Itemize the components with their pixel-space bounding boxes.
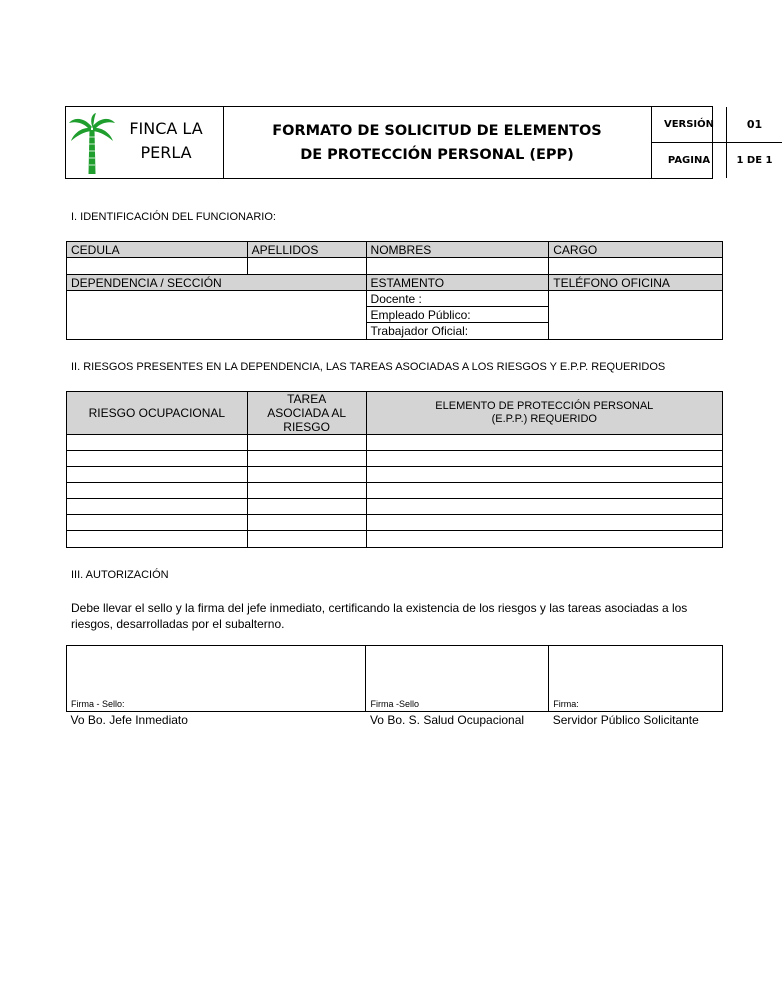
sig3-hint: Firma:: [553, 699, 579, 709]
signature-table: [66, 645, 723, 728]
cedula-field[interactable]: [67, 258, 248, 275]
tarea-cell[interactable]: [247, 435, 366, 451]
nombres-header: NOMBRES: [366, 242, 549, 258]
epp-cell[interactable]: [366, 531, 722, 548]
form-title: [223, 107, 652, 178]
table-row: [67, 499, 723, 515]
sig2-label: Vo Bo. S. Salud Ocupacional: [369, 712, 525, 727]
tarea-cell[interactable]: [247, 531, 366, 548]
table-row: [67, 467, 723, 483]
table-row: [67, 531, 723, 548]
table-row: [67, 435, 723, 451]
docente-option[interactable]: Docente :: [366, 291, 549, 307]
apellidos-header: APELLIDOS: [247, 242, 366, 258]
riesgo-cell[interactable]: [67, 467, 248, 483]
table-row: [67, 483, 723, 499]
sig3-label: Servidor Público Solicitante: [552, 712, 699, 727]
riesgo-header: RIESGO OCUPACIONAL: [67, 392, 248, 435]
version-label: VERSIÓN: [652, 107, 727, 143]
authorization-text: Debe llevar el sello y la firma del jefe inmediato, certificando la existencia de los riesgos y las tareas asociadas a los riesgos, desarrolladas por el subalterno.: [71, 601, 688, 631]
document-header: [65, 106, 773, 179]
riesgo-cell[interactable]: [67, 435, 248, 451]
epp-cell[interactable]: [366, 515, 722, 531]
page-value: 1 DE 1: [736, 155, 773, 166]
epp-cell[interactable]: [366, 451, 722, 467]
logo-cell: [66, 107, 224, 178]
dependencia-header: DEPENDENCIA / SECCIÓN: [67, 275, 367, 291]
employee-info-table: [66, 241, 723, 340]
epp-header: ELEMENTO DE PROTECCIÓN PERSONAL (E.P.P.) REQUERIDO: [366, 392, 722, 435]
signature-box-jefe[interactable]: [67, 646, 366, 712]
tarea-cell[interactable]: [247, 515, 366, 531]
tarea-cell[interactable]: [247, 451, 366, 467]
tarea-cell[interactable]: [247, 499, 366, 515]
riesgo-cell[interactable]: [67, 515, 248, 531]
signature-box-servidor[interactable]: [549, 646, 723, 712]
epp-cell[interactable]: [366, 467, 722, 483]
tarea-cell[interactable]: [247, 467, 366, 483]
dependencia-field[interactable]: [67, 291, 367, 340]
apellidos-field[interactable]: [247, 258, 366, 275]
cargo-header: CARGO: [549, 242, 723, 258]
sig1-label: Vo Bo. Jefe Inmediato: [70, 712, 188, 727]
signature-box-salud[interactable]: [366, 646, 549, 712]
table-row: [67, 515, 723, 531]
nombres-field[interactable]: [366, 258, 549, 275]
table-row: [67, 451, 723, 467]
estamento-header: ESTAMENTO: [366, 275, 549, 291]
riesgo-cell[interactable]: [67, 483, 248, 499]
cargo-field[interactable]: [549, 258, 723, 275]
section1-title: I. IDENTIFICACIÓN DEL FUNCIONARIO:: [71, 211, 276, 223]
version-value: 01: [727, 107, 782, 143]
telefono-field[interactable]: [549, 291, 723, 340]
epp-cell[interactable]: [366, 483, 722, 499]
epp-cell[interactable]: [366, 435, 722, 451]
riesgo-cell[interactable]: [67, 451, 248, 467]
sig1-hint: Firma - Sello:: [71, 699, 125, 709]
riesgo-cell[interactable]: [67, 531, 248, 548]
trabajador-option[interactable]: Trabajador Oficial:: [366, 323, 549, 340]
section2-title: II. RIESGOS PRESENTES EN LA DEPENDENCIA, LAS TAREAS ASOCIADAS A LOS RIESGOS Y E.P.P. REQUERIDOS: [71, 361, 666, 373]
palm-tree-icon: [68, 113, 116, 175]
riesgo-cell[interactable]: [67, 499, 248, 515]
empleado-option[interactable]: Empleado Público:: [366, 307, 549, 323]
telefono-header: TELÉFONO OFICINA: [549, 275, 723, 291]
tarea-header: TAREA ASOCIADA AL RIESGO: [247, 392, 366, 435]
sig2-hint: Firma -Sello: [370, 699, 419, 709]
tarea-cell[interactable]: [247, 483, 366, 499]
risks-table: [66, 391, 723, 548]
page-label: PAGINA: [652, 143, 727, 178]
form-title-text: FORMATO DE SOLICITUD DE ELEMENTOS DE PROTECCIÓN PERSONAL (EPP): [272, 122, 602, 163]
epp-cell[interactable]: [366, 499, 722, 515]
section3-title: III. AUTORIZACIÓN: [71, 569, 169, 581]
cedula-header: CEDULA: [67, 242, 248, 258]
company-name: FINCA LA PERLA: [129, 119, 203, 162]
